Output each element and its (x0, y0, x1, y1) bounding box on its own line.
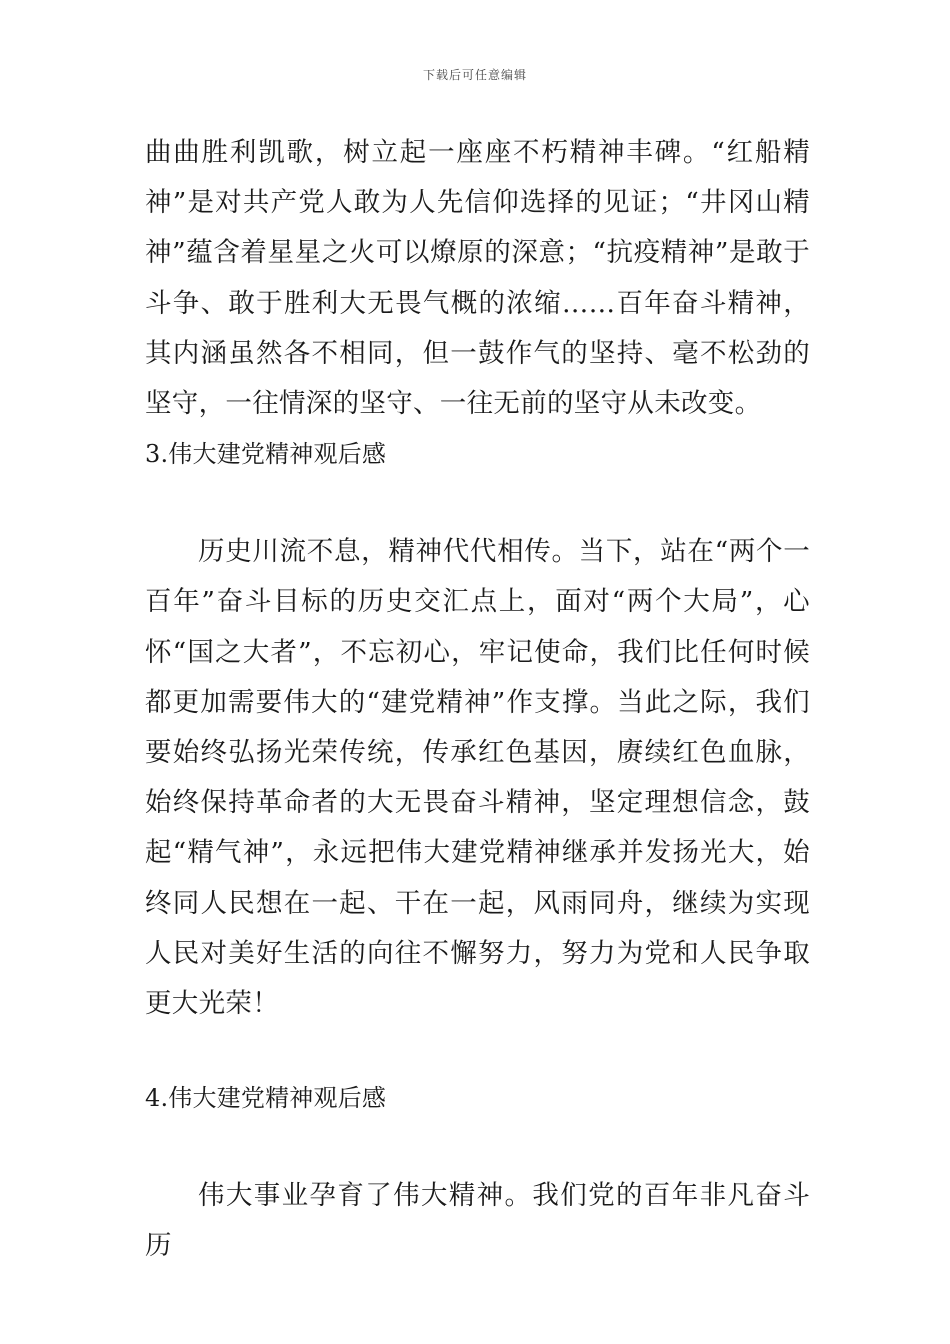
section-heading-4: 4.伟大建党精神观后感 (145, 1084, 387, 1113)
section-heading-3: 3.伟大建党精神观后感 (145, 440, 387, 469)
body-paragraph-section-3: 历史川流不息，精神代代相传。当下，站在“两个一百年”奋斗目标的历史交汇点上，面对“两个大局”，心怀“国之大者”，不忘初心，牢记使命，我们比任何时候都更加需要伟大的“建党精神”作支撑。当此之际，我们要始终弘扬光荣传统，传承红色基因，赓续红色血脉，始终保持革命者的大无畏奋斗精神，坚定理想信念，鼓起“精气神”，永远把伟大建党精神继承并发扬光大，始终同人民想在一起、干在一起，风雨同舟，继续为实现人民对美好生活的向往不懈努力，努力为党和人民争取更大光荣！ (145, 536, 810, 1020)
spacer (145, 479, 810, 527)
document-body (145, 128, 810, 1272)
body-paragraph-continuation: 曲曲胜利凯歌，树立起一座座不朽精神丰碑。“红船精神”是对共产党人敢为人先信仰选择的见证；“井冈山精神”蕴含着星星之火可以燎原的深意；“抗疫精神”是敢于斗争、敢于胜利大无畏气概的浓缩……百年奋斗精神，其内涵虽然各不相同，但一鼓作气的坚持、毫不松劲的坚守，一往情深的坚守、一往无前的坚守从未改变。 (145, 137, 810, 420)
page-header-note: 下载后可任意编辑 (422, 68, 527, 82)
body-paragraph-section-4: 伟大事业孕育了伟大精神。我们党的百年非凡奋斗历 (145, 1180, 810, 1262)
spacer (145, 1029, 810, 1073)
spacer (145, 1123, 810, 1171)
